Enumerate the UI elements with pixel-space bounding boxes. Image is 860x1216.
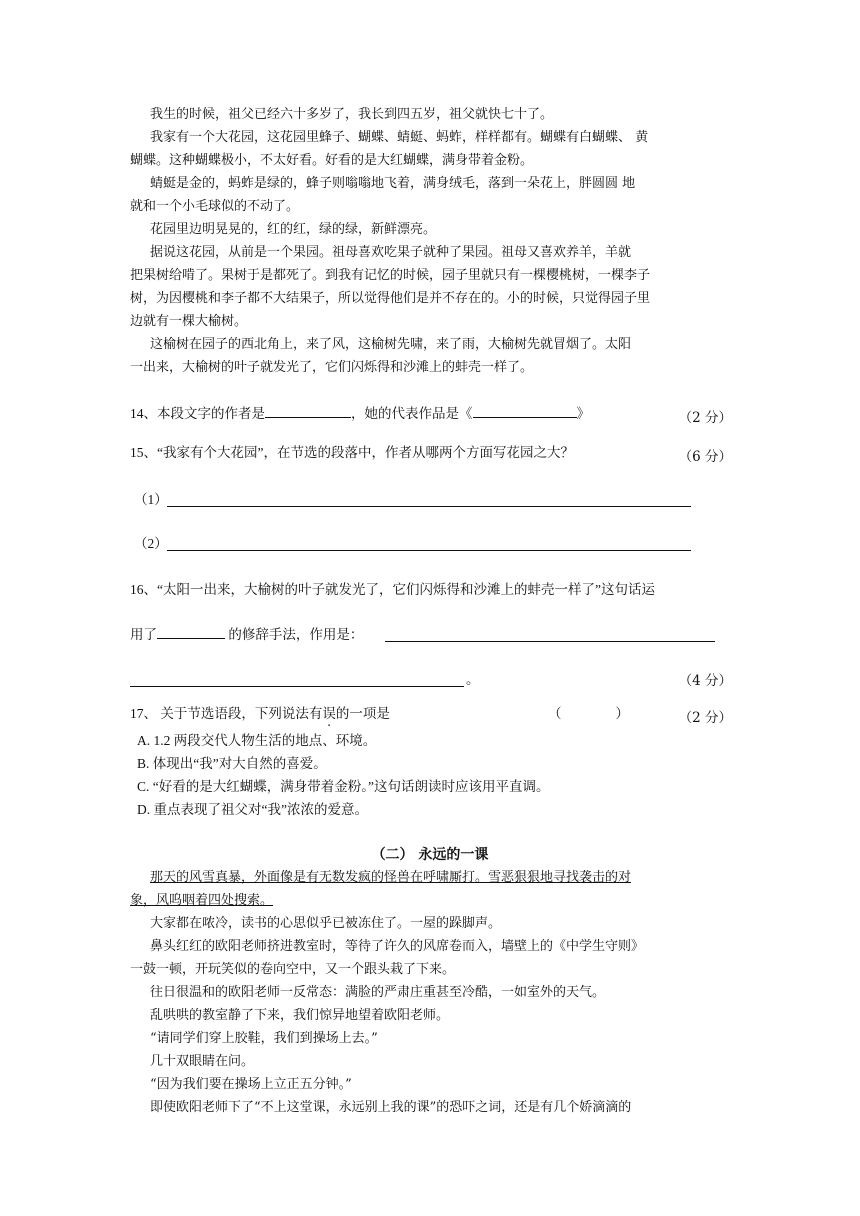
option-b[interactable]: B. 体现出“我”对大自然的喜爱。: [137, 756, 327, 771]
story-line: 往日很温和的欧阳老师一反常态：满脸的严肃庄重甚至冷酷，一如室外的天气。: [150, 985, 606, 1000]
option-d[interactable]: D. 重点表现了祖父对“我”浓浓的爱意。: [137, 802, 368, 817]
question-14: 14、本段文字的作者是 ，她的代表作品是《 》: [130, 403, 740, 425]
story-line: “请同学们穿上胶鞋，我们到操场上去。”: [150, 1031, 378, 1046]
answer-parens[interactable]: （ ）: [548, 706, 629, 721]
answer-label-2: （2）: [134, 536, 168, 551]
passage-line: 蝴蝶。这种蝴蝶极小，不太好看。好看的是大红蝴蝶，满身带着金粉。: [130, 153, 534, 168]
answer-line-2[interactable]: [167, 549, 691, 551]
story-line: 一鼓一顿，开玩笑似的卷向空中，又一个跟头栽了下来。: [130, 962, 456, 977]
story-line: 象，风呜咽着四处搜索。: [130, 893, 274, 908]
question-15: 15、“我家有个大花园”，在节选的段落中，作者从哪两个方面写花园之大？: [130, 445, 574, 460]
score-q17: （2 分）: [678, 710, 732, 726]
answer-label-1: （1）: [134, 492, 168, 507]
period: 。: [466, 672, 480, 687]
passage-line: 一出来，大榆树的叶子就发光了，它们闪烁得和沙滩上的蚌壳一样了。: [130, 360, 534, 375]
passage-line: 我生的时候，祖父已经六十多岁了，我长到四五岁，祖父就快七十了。: [150, 107, 554, 122]
effect-line-2[interactable]: [130, 685, 464, 687]
story-line: “因为我们要在操场上立正五分钟。”: [150, 1077, 352, 1092]
passage-line: 这榆树在园子的西北角上，来了风，这榆树先啸，来了雨，大榆树先就冒烟了。太阳: [150, 337, 632, 352]
option-a[interactable]: A. 1.2 两段交代人物生活的地点、环境。: [137, 733, 377, 748]
story-line: 鼻头红红的欧阳老师挤进教室时，等待了许久的风席卷而入，墙壁上的《中学生守则》: [150, 939, 645, 954]
passage-line: 树，为因樱桃和李子都不大结果子，所以觉得他们是并不存在的。小的时候，只觉得园子里: [130, 291, 651, 306]
passage-line: 把果树给啃了。果树于是都死了。到我有记忆的时候，园子里就只有一棵樱桃树，一棵李子: [130, 268, 651, 283]
passage-line: 蜻蜓是金的，蚂蚱是绿的，蜂子则嗡嗡地飞着，满身绒毛，落到一朵花上，胖圆圆 地: [150, 176, 636, 191]
story-line: 那天的风雪真暴，外面像是有无数发疯的怪兽在呼啸厮打。雪恶狠狠地寻找袭击的对: [150, 870, 632, 885]
story-line: 大家都在哝冷，读书的心思似乎已被冻住了。一屋的跺脚声。: [150, 916, 502, 931]
work-blank[interactable]: [473, 403, 577, 418]
story-line: 即使欧阳老师下了“不上这堂课，永远别上我的课”的恐吓之词，还是有几个娇滴滴的: [150, 1100, 632, 1115]
question-16-line1: 16、“太阳一出来，大榆树的叶子就发光了，它们闪烁得和沙滩上的蚌壳一样了”这句话运: [130, 582, 655, 597]
passage-line: 边就有一棵大榆树。: [130, 314, 248, 329]
passage-line: 花园里边明晃晃的，红的红，绿的绿，新鲜漂亮。: [150, 222, 437, 237]
passage-line: 就和一个小毛球似的不动了。: [130, 199, 300, 214]
rhetoric-blank[interactable]: [157, 624, 225, 639]
passage-line: 我家有一个大花园，这花园里蜂子、蝴蝶、蜻蜓、蚂蚱，样样都有。蝴蝶有白蝴蝶、 黄: [150, 130, 649, 145]
option-c[interactable]: C. “好看的是大红蝴蝶，满身带着金粉。”这句话朗读时应该用平直调。: [137, 779, 550, 794]
answer-line-1[interactable]: [167, 505, 691, 507]
story-line: 乱哄哄的教室静了下来，我们惊异地望着欧阳老师。: [150, 1008, 450, 1023]
story-line: 几十双眼睛在问。: [150, 1054, 255, 1069]
question-17: 17、 关于节选语段，下列说法有误的一项是: [130, 706, 390, 721]
score-q16: （4 分）: [678, 673, 732, 689]
section-title: （二） 永远的一课: [371, 847, 489, 863]
score-q14: （2 分）: [678, 410, 732, 426]
score-q15: （6 分）: [678, 449, 732, 465]
effect-line-1[interactable]: [385, 640, 715, 642]
question-16-line2: 用了 的修辞手法，作用是：: [130, 624, 740, 646]
author-blank[interactable]: [265, 403, 351, 418]
passage-line: 据说这花园，从前是一个果园。祖母喜欢吃果子就种了果园。祖母又喜欢养羊，羊就: [150, 245, 632, 260]
